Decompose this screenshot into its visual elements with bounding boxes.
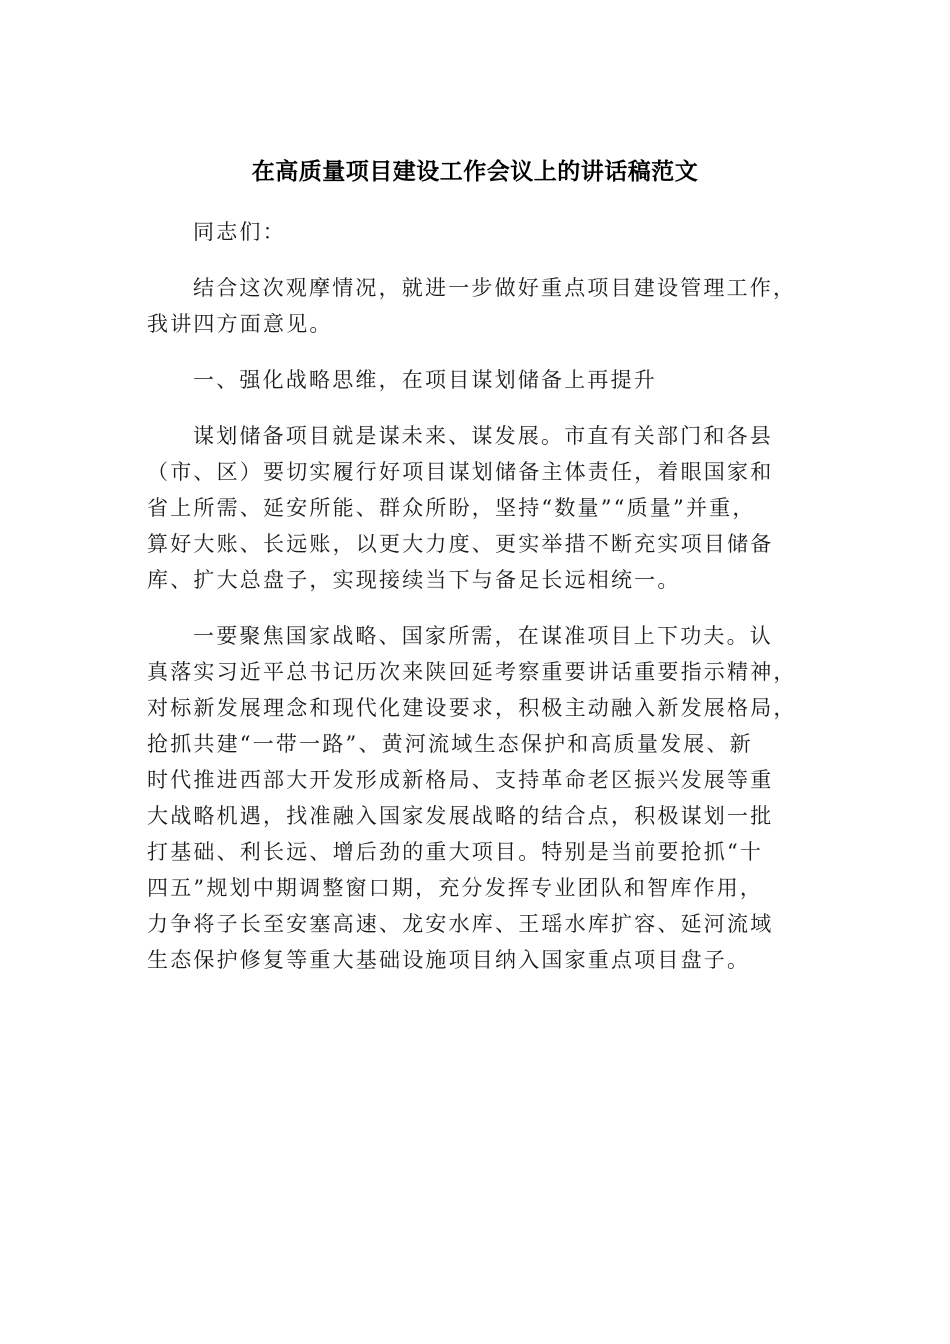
document-body <box>147 152 803 998</box>
text-line: 库、扩大总盘子，实现接续当下与备足长远相统一。 <box>147 568 681 592</box>
body-paragraph <box>147 418 803 598</box>
text-line: 生态保护修复等重大基础设施项目纳入国家重点项目盘子。 <box>147 948 751 972</box>
text-line: 真落实习近平总书记历次来陕回延考察重要讲话重要指示精神， <box>147 660 797 684</box>
text-line: （市、区）要切实履行好项目谋划储备主体责任，着眼国家和 <box>147 460 774 484</box>
text-line: 大战略机遇，找准融入国家发展战略的结合点，积极谋划一批 <box>147 804 774 828</box>
intro-paragraph <box>147 270 803 342</box>
body-paragraph <box>147 618 803 978</box>
text-line: 同志们： <box>193 220 286 244</box>
text-line: 算好大账、长远账，以更大力度、更实举措不断充实项目储备 <box>147 532 774 556</box>
text-line: 打基础、利长远、增后劲的重大项目。特别是当前要抢抓“十 <box>147 840 764 864</box>
text-line: 四五”规划中期调整窗口期，充分发挥专业团队和智库作用， <box>147 876 764 900</box>
salutation-paragraph <box>147 214 803 250</box>
text-line: 力争将子长至安塞高速、龙安水库、王瑶水库扩容、延河流域 <box>147 912 774 936</box>
section-heading <box>147 362 803 398</box>
text-line: 对标新发展理念和现代化建设要求，积极主动融入新发展格局， <box>147 696 797 720</box>
text-line: 省上所需、延安所能、群众所盼，坚持“数量”“质量”并重， <box>147 496 756 520</box>
text-line: 时代推进西部大开发形成新格局、支持革命老区振兴发展等重 <box>147 768 774 792</box>
text-line: 谋划储备项目就是谋未来、谋发展。市直有关部门和各县 <box>193 424 773 448</box>
text-line: 一要聚焦国家战略、国家所需，在谋准项目上下功夫。认 <box>193 624 773 648</box>
text-line: 抢抓共建“一带一路”、黄河流域生态保护和高质量发展、新 <box>147 732 753 756</box>
text-line: 我讲四方面意见。 <box>147 312 333 336</box>
document-title: 在高质量项目建设工作会议上的讲话稿范文 <box>251 159 699 185</box>
text-line: 结合这次观摩情况，就进一步做好重点项目建设管理工作， <box>193 276 797 300</box>
text-line: 一、强化战略思维，在项目谋划储备上再提升 <box>193 368 657 392</box>
